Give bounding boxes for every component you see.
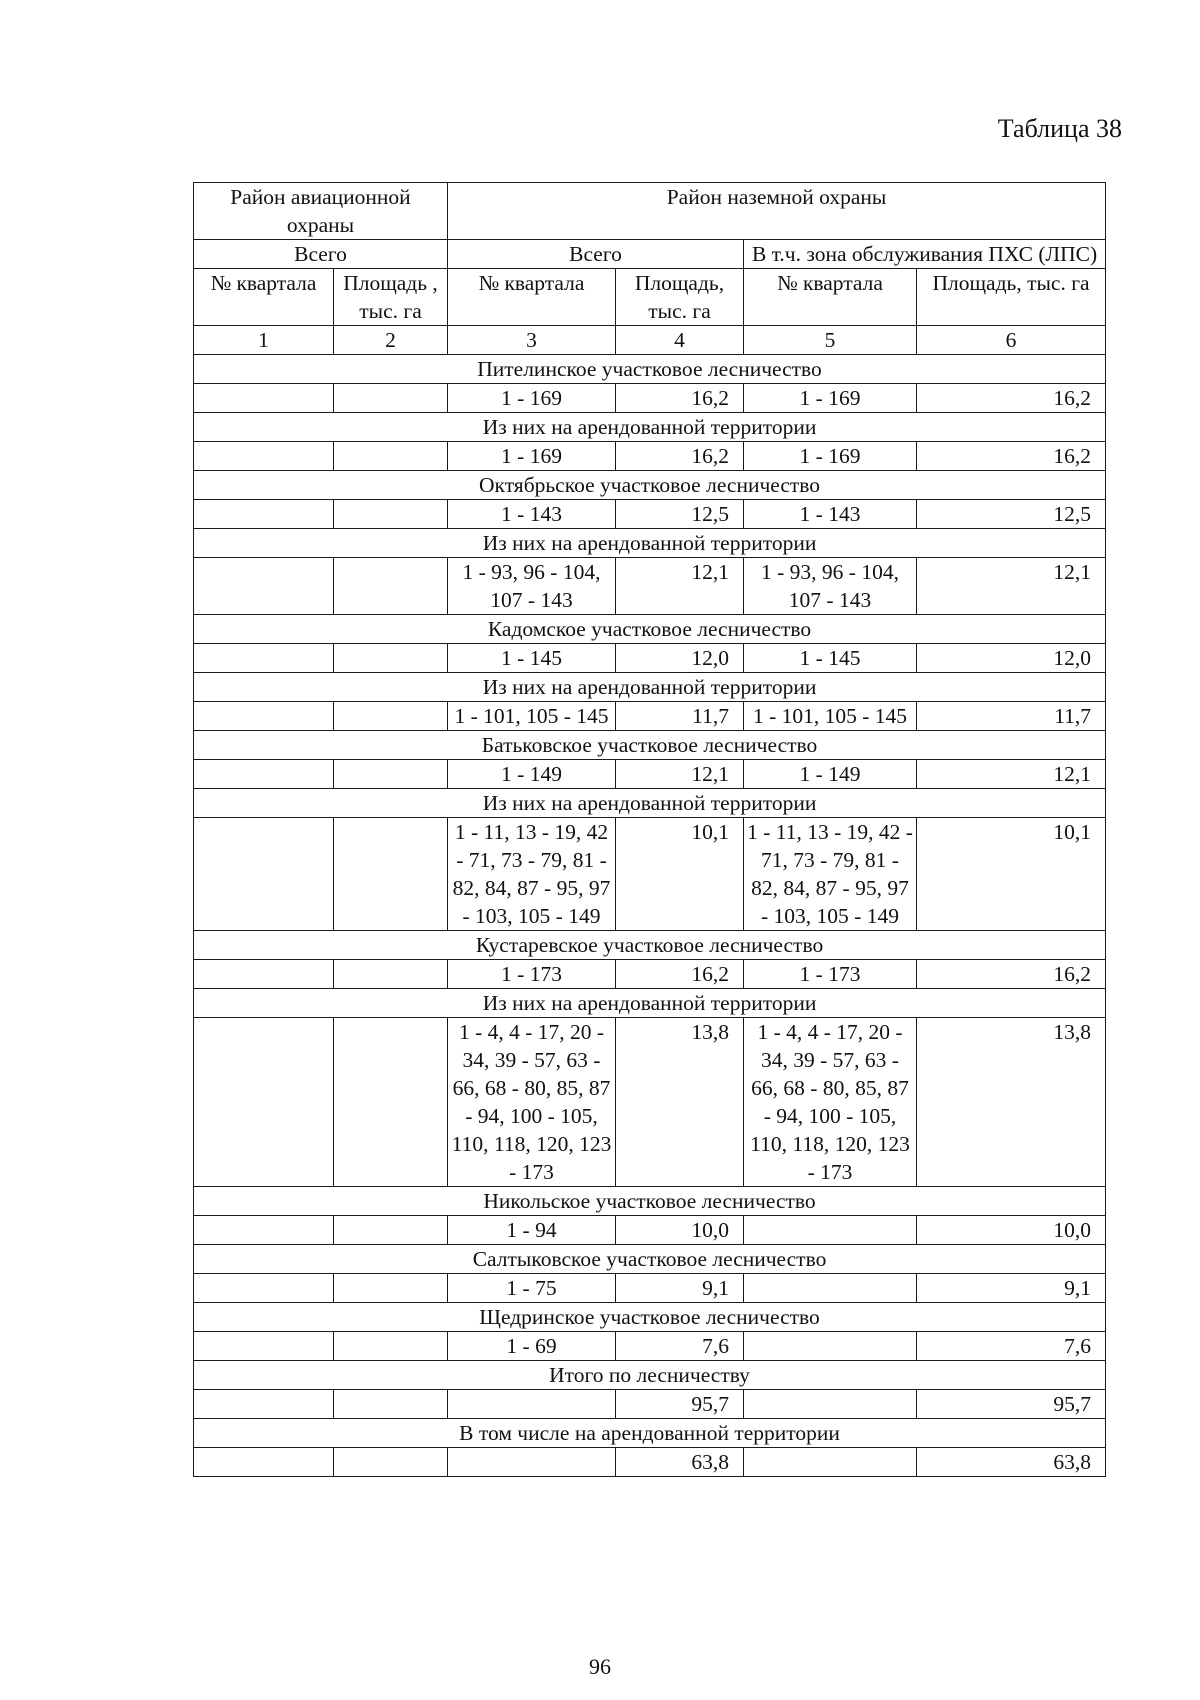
zone-area-cell: 16,2 — [917, 960, 1106, 989]
section-title: Из них на арендованной территории — [194, 989, 1106, 1018]
section-values-row — [194, 384, 1106, 413]
ground-area-cell: 12,1 — [616, 760, 744, 789]
aviation-quarter-cell — [194, 1390, 334, 1419]
ground-area-cell: 13,8 — [616, 1018, 744, 1187]
zone-quarter-cell: 1 - 93, 96 - 104, 107 - 143 — [744, 558, 917, 615]
header-row-1 — [194, 183, 1106, 240]
section-title: Никольское участковое лесничество — [194, 1187, 1106, 1216]
header-service-zone: В т.ч. зона обслуживания ПХС (ЛПС) — [744, 240, 1106, 269]
zone-quarter-cell: 1 - 143 — [744, 500, 917, 529]
header-total-aviation: Всего — [194, 240, 448, 269]
header-ground-area: Район наземной охраны — [448, 183, 1106, 240]
ground-area-cell: 16,2 — [616, 960, 744, 989]
ground-quarter-cell: 1 - 143 — [448, 500, 616, 529]
zone-quarter-cell — [744, 1332, 917, 1361]
aviation-area-cell — [334, 644, 448, 673]
aviation-area-cell — [334, 760, 448, 789]
zone-quarter-cell: 1 - 169 — [744, 442, 917, 471]
column-number: 1 — [194, 326, 334, 355]
zone-area-cell: 63,8 — [917, 1448, 1106, 1477]
section-title: Из них на арендованной территории — [194, 673, 1106, 702]
section-title: Кадомское участковое лесничество — [194, 615, 1106, 644]
aviation-area-cell — [334, 442, 448, 471]
header-quarter-ground: № квартала — [448, 269, 616, 326]
section-title-row — [194, 1361, 1106, 1390]
page-number: 96 — [589, 1654, 611, 1679]
section-values-row — [194, 442, 1106, 471]
header-area-zone: Площадь, тыс. га — [917, 269, 1106, 326]
aviation-quarter-cell — [194, 558, 334, 615]
ground-quarter-cell: 1 - 69 — [448, 1332, 616, 1361]
zone-quarter-cell: 1 - 101, 105 - 145 — [744, 702, 917, 731]
zone-area-cell: 12,1 — [917, 760, 1106, 789]
aviation-area-cell — [334, 384, 448, 413]
zone-area-cell: 7,6 — [917, 1332, 1106, 1361]
ground-area-cell: 9,1 — [616, 1274, 744, 1303]
zone-area-cell: 16,2 — [917, 384, 1106, 413]
section-title-row — [194, 673, 1106, 702]
section-title-row — [194, 529, 1106, 558]
section-values-row — [194, 702, 1106, 731]
zone-quarter-cell: 1 - 173 — [744, 960, 917, 989]
zone-area-cell: 95,7 — [917, 1390, 1106, 1419]
section-title-row — [194, 615, 1106, 644]
zone-area-cell: 12,1 — [917, 558, 1106, 615]
column-number: 4 — [616, 326, 744, 355]
aviation-area-cell — [334, 1274, 448, 1303]
section-title-row — [194, 1419, 1106, 1448]
section-title: Из них на арендованной территории — [194, 529, 1106, 558]
zone-area-cell: 9,1 — [917, 1274, 1106, 1303]
ground-quarter-cell: 1 - 169 — [448, 384, 616, 413]
zone-quarter-cell: 1 - 169 — [744, 384, 917, 413]
zone-area-cell: 12,5 — [917, 500, 1106, 529]
aviation-quarter-cell — [194, 442, 334, 471]
aviation-quarter-cell — [194, 644, 334, 673]
section-title: Кустаревское участковое лесничество — [194, 931, 1106, 960]
aviation-area-cell — [334, 558, 448, 615]
ground-area-cell: 7,6 — [616, 1332, 744, 1361]
section-values-row — [194, 644, 1106, 673]
section-title: В том числе на арендованной территории — [194, 1419, 1106, 1448]
aviation-area-cell — [334, 818, 448, 931]
ground-area-cell: 11,7 — [616, 702, 744, 731]
section-title-row — [194, 471, 1106, 500]
zone-area-cell: 12,0 — [917, 644, 1106, 673]
ground-quarter-cell: 1 - 11, 13 - 19, 42 - 71, 73 - 79, 81 - 82, 84, 87 - 95, 97 - 103, 105 - 149 — [448, 818, 616, 931]
ground-quarter-cell: 1 - 101, 105 - 145 — [448, 702, 616, 731]
zone-area-cell: 13,8 — [917, 1018, 1106, 1187]
section-body — [194, 355, 1106, 1477]
section-values-row — [194, 1018, 1106, 1187]
section-title: Пителинское участковое лесничество — [194, 355, 1106, 384]
ground-quarter-cell: 1 - 4, 4 - 17, 20 - 34, 39 - 57, 63 - 66, 68 - 80, 85, 87 - 94, 100 - 105, 110, 118, 120, 123 - 173 — [448, 1018, 616, 1187]
section-values-row — [194, 818, 1106, 931]
aviation-area-cell — [334, 702, 448, 731]
section-title: Из них на арендованной территории — [194, 789, 1106, 818]
zone-area-cell: 16,2 — [917, 442, 1106, 471]
aviation-quarter-cell — [194, 960, 334, 989]
column-number: 6 — [917, 326, 1106, 355]
section-values-row — [194, 1332, 1106, 1361]
section-values-row — [194, 1390, 1106, 1419]
ground-area-cell: 10,0 — [616, 1216, 744, 1245]
aviation-area-cell — [334, 1018, 448, 1187]
aviation-area-cell — [334, 500, 448, 529]
aviation-quarter-cell — [194, 500, 334, 529]
ground-area-cell: 16,2 — [616, 442, 744, 471]
zone-quarter-cell — [744, 1390, 917, 1419]
section-title: Щедринское участковое лесничество — [194, 1303, 1106, 1332]
aviation-quarter-cell — [194, 1332, 334, 1361]
section-title: Октябрьское участковое лесничество — [194, 471, 1106, 500]
ground-quarter-cell: 1 - 173 — [448, 960, 616, 989]
column-number: 2 — [334, 326, 448, 355]
section-title-row — [194, 789, 1106, 818]
header-total-ground: Всего — [448, 240, 744, 269]
section-title: Салтыковское участковое лесничество — [194, 1245, 1106, 1274]
ground-quarter-cell: 1 - 75 — [448, 1274, 616, 1303]
section-title-row — [194, 989, 1106, 1018]
section-values-row — [194, 760, 1106, 789]
ground-quarter-cell: 1 - 145 — [448, 644, 616, 673]
section-values-row — [194, 500, 1106, 529]
section-title: Батьковское участковое лесничество — [194, 731, 1106, 760]
aviation-area-cell — [334, 1332, 448, 1361]
ground-area-cell: 95,7 — [616, 1390, 744, 1419]
section-title-row — [194, 731, 1106, 760]
section-values-row — [194, 1448, 1106, 1477]
aviation-quarter-cell — [194, 818, 334, 931]
aviation-quarter-cell — [194, 1216, 334, 1245]
header-row-3 — [194, 269, 1106, 326]
zone-quarter-cell — [744, 1448, 917, 1477]
aviation-quarter-cell — [194, 384, 334, 413]
ground-quarter-cell — [448, 1390, 616, 1419]
zone-quarter-cell — [744, 1216, 917, 1245]
ground-quarter-cell: 1 - 149 — [448, 760, 616, 789]
section-title: Из них на арендованной территории — [194, 413, 1106, 442]
aviation-quarter-cell — [194, 1448, 334, 1477]
aviation-quarter-cell — [194, 1274, 334, 1303]
zone-quarter-cell: 1 - 4, 4 - 17, 20 - 34, 39 - 57, 63 - 66, 68 - 80, 85, 87 - 94, 100 - 105, 110, 118, 120, 123 - 173 — [744, 1018, 917, 1187]
forest-protection-table — [193, 182, 1106, 1477]
ground-area-cell: 12,1 — [616, 558, 744, 615]
section-values-row — [194, 558, 1106, 615]
section-title-row — [194, 1187, 1106, 1216]
header-area-ground: Площадь, тыс. га — [616, 269, 744, 326]
zone-quarter-cell: 1 - 11, 13 - 19, 42 - 71, 73 - 79, 81 - 82, 84, 87 - 95, 97 - 103, 105 - 149 — [744, 818, 917, 931]
aviation-area-cell — [334, 1216, 448, 1245]
section-title-row — [194, 1303, 1106, 1332]
header-quarter-aviation: № квартала — [194, 269, 334, 326]
aviation-quarter-cell — [194, 760, 334, 789]
column-number: 5 — [744, 326, 917, 355]
section-values-row — [194, 960, 1106, 989]
ground-quarter-cell: 1 - 94 — [448, 1216, 616, 1245]
section-title: Итого по лесничеству — [194, 1361, 1106, 1390]
zone-quarter-cell — [744, 1274, 917, 1303]
column-number-row — [194, 326, 1106, 355]
header-row-2 — [194, 240, 1106, 269]
zone-quarter-cell: 1 - 145 — [744, 644, 917, 673]
ground-area-cell: 16,2 — [616, 384, 744, 413]
ground-area-cell: 12,5 — [616, 500, 744, 529]
header-aviation-area: Район авиационной охраны — [194, 183, 448, 240]
section-title-row — [194, 1245, 1106, 1274]
aviation-area-cell — [334, 1448, 448, 1477]
aviation-area-cell — [334, 960, 448, 989]
section-values-row — [194, 1274, 1106, 1303]
column-number: 3 — [448, 326, 616, 355]
table-caption: Таблица 38 — [997, 114, 1122, 143]
ground-area-cell: 63,8 — [616, 1448, 744, 1477]
aviation-area-cell — [334, 1390, 448, 1419]
section-title-row — [194, 931, 1106, 960]
zone-area-cell: 10,0 — [917, 1216, 1106, 1245]
ground-quarter-cell — [448, 1448, 616, 1477]
header-quarter-zone: № квартала — [744, 269, 917, 326]
ground-quarter-cell: 1 - 169 — [448, 442, 616, 471]
aviation-quarter-cell — [194, 702, 334, 731]
section-values-row — [194, 1216, 1106, 1245]
header-area-aviation: Площадь , тыс. га — [334, 269, 448, 326]
ground-area-cell: 12,0 — [616, 644, 744, 673]
ground-quarter-cell: 1 - 93, 96 - 104, 107 - 143 — [448, 558, 616, 615]
zone-quarter-cell: 1 - 149 — [744, 760, 917, 789]
section-title-row — [194, 413, 1106, 442]
section-title-row — [194, 355, 1106, 384]
aviation-quarter-cell — [194, 1018, 334, 1187]
zone-area-cell: 10,1 — [917, 818, 1106, 931]
ground-area-cell: 10,1 — [616, 818, 744, 931]
zone-area-cell: 11,7 — [917, 702, 1106, 731]
